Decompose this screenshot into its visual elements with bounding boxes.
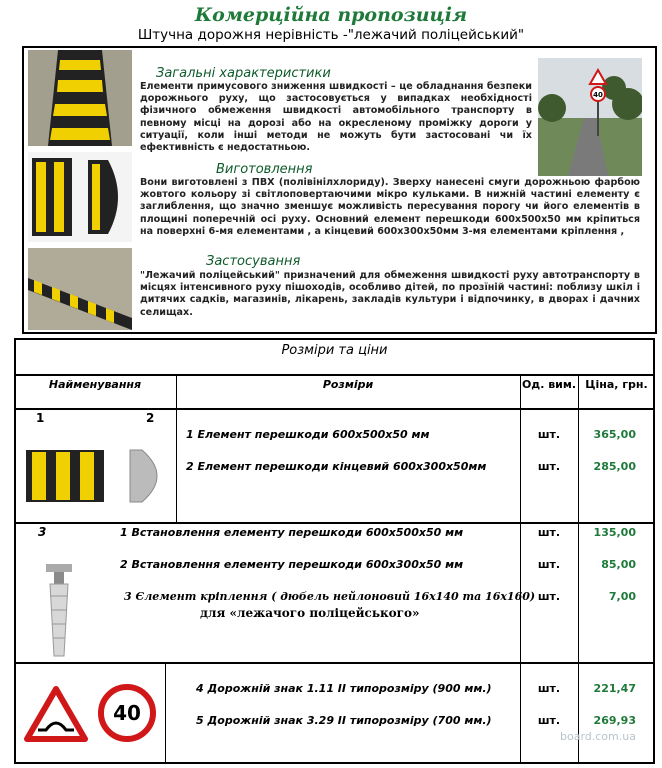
speed-limit-sign [98, 684, 156, 742]
row-unit: шт. [537, 714, 561, 727]
usage-heading: Застосування [206, 254, 301, 269]
page-title: Комерційна пропозиція [194, 4, 468, 26]
general-text: Елементи примусового зниження швидкості – це обладнання безпеки дорожнього руху, що застосовується у випадках необхідності фізичного обмеження швидкості автомобільного транспорту в певному місці на дорозі або на окресленому проміжку дороги у ситуації, коли інші методи не можуть бути застосовані чи їх ефективність є недостатньою. [140, 81, 532, 154]
manufacture-text: Вони виготовлені з ПВХ (полівінілхлориду). Зверху нанесені смуги дорожньою фарбою жовтого кольору зі світлоповертаючими мікро кульками. В нижній частині елементу є заглиблення, що значно зменшує можливість пересування порогу чи його елементів в площині поперечній осі руху. Основний елемент перешкоди 600х500х50 мм кріпиться на поверхні 6-мя елементами , а кінцевий 600х300х50мм 3-мя елементами кріплення , [140, 177, 640, 237]
table-caption: Розміри та ціни [281, 343, 388, 358]
svg-text:40: 40 [593, 91, 603, 99]
row-unit: шт. [537, 558, 561, 571]
end-element-image [128, 448, 172, 504]
row-price: 221,47 [593, 682, 636, 695]
main-element-image [24, 448, 106, 504]
manufacture-heading: Виготовлення [216, 162, 313, 177]
watermark: board.com.ua [560, 730, 636, 743]
row-price: 7,00 [608, 590, 636, 603]
speed-limit-number: 40 [113, 701, 141, 725]
usage-text: "Лежачий поліцейський" призначений для обмеження швидкості руху автотранспорту в місцях інтенсивного руху пішоходів, особливо дітей, по прозїній частині: поблизу шкіл і дитячих садків, магазинів, лікарень, закладів культури і відпочинку, в дворах і дачних селищах. [140, 270, 640, 318]
row-desc: 3 Єлемент кріплення ( дюбель нейлоновий 16х140 та 16х160) [124, 590, 536, 603]
row-desc-continued: для «лежачого поліцейського» [200, 606, 420, 620]
header-name: Найменування [48, 378, 142, 391]
row-unit: шт. [537, 590, 561, 603]
row-unit: шт. [537, 460, 561, 473]
page-subtitle: Штучна дорожня нерівність -"лежачий поліцейський" [137, 27, 525, 43]
row-price: 365,00 [593, 428, 636, 441]
row-desc: 1 Встановлення елементу перешкоди 600х500х50 мм [120, 526, 464, 539]
row-unit: шт. [537, 682, 561, 695]
row-desc: 4 Дорожній знак 1.11 ІІ типорозміру (900 мм.) [196, 682, 492, 695]
row-price: 269,93 [593, 714, 636, 727]
header-unit: Од. вим. [521, 378, 577, 391]
speed-bump-photo-top [28, 50, 132, 146]
speed-bump-warning-sign [24, 686, 88, 742]
header-sizes: Розміри [322, 378, 374, 391]
speed-bump-elements-photo [28, 152, 132, 242]
row-price: 85,00 [601, 558, 636, 571]
row-price: 285,00 [593, 460, 636, 473]
header-price: Ціна, грн. [585, 378, 648, 391]
row-unit: шт. [537, 428, 561, 441]
dowel-image [24, 562, 94, 660]
row-desc: 2 Встановлення елементу перешкоди 600х300х50 мм [120, 558, 464, 571]
road-sign-photo [538, 58, 642, 176]
row-desc: 1 Елемент перешкоди 600х500х50 мм [186, 428, 430, 441]
row-desc: 2 Елемент перешкоди кінцевий 600х300х50мм [186, 460, 487, 473]
item-number-2: 2 [146, 411, 155, 425]
speed-bump-installed-photo [28, 248, 132, 330]
item-number-3: 3 [38, 525, 47, 539]
general-heading: Загальні характеристики [156, 66, 331, 81]
row-desc: 5 Дорожній знак 3.29 ІІ типорозміру (700 мм.) [196, 714, 492, 727]
row-price: 135,00 [593, 526, 636, 539]
row-unit: шт. [537, 526, 561, 539]
item-number-1: 1 [36, 411, 45, 425]
